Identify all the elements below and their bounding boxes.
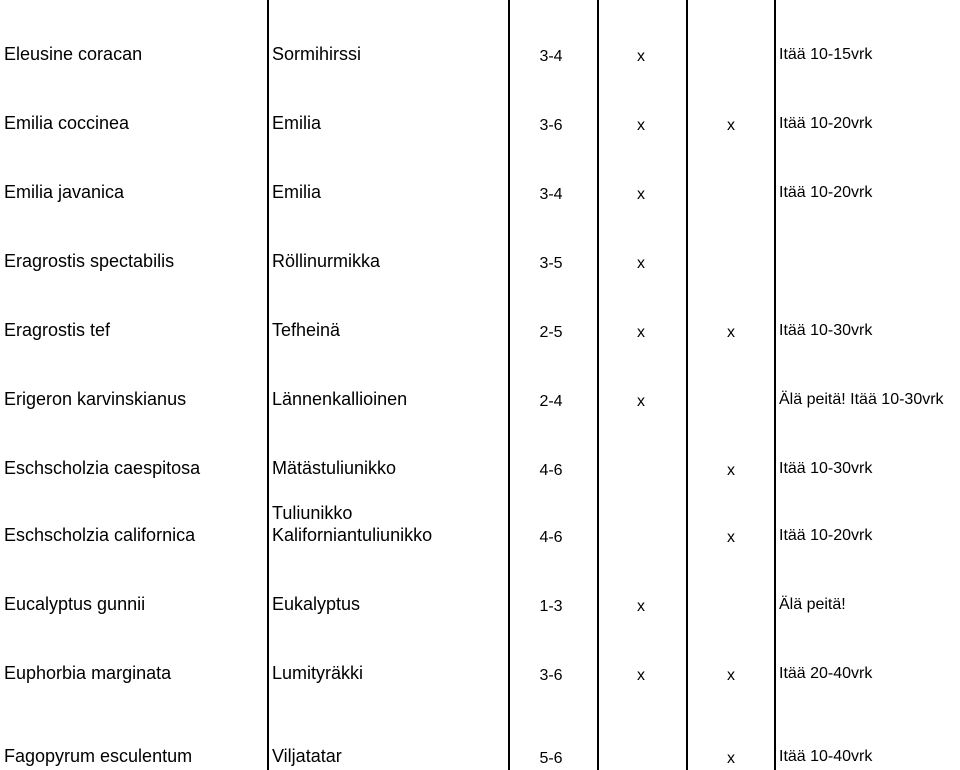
value-range: 3-4: [539, 48, 563, 65]
value-range: 3-5: [539, 255, 563, 272]
scientific-name: Fagopyrum esculentum: [4, 746, 193, 766]
value-range: 3-4: [539, 186, 563, 203]
value-range: 4-6: [539, 462, 563, 479]
value-range: 1-3: [539, 598, 563, 615]
mark-column-2: x: [727, 750, 735, 767]
germination-note: Itää 10-20vrk: [779, 184, 873, 201]
germination-note: Älä peitä!: [779, 596, 846, 613]
common-name: Röllinurmikka: [272, 251, 381, 271]
table-row: [0, 644, 960, 684]
mark-column-1: x: [637, 393, 645, 410]
table-row: [0, 25, 960, 65]
common-name: Tefheinä: [272, 320, 341, 340]
table-row: [0, 727, 960, 767]
mark-column-1: x: [637, 667, 645, 684]
common-name: Lännenkallioinen: [272, 389, 408, 409]
mark-column-1: x: [637, 48, 645, 65]
mark-column-2: x: [727, 529, 735, 546]
scientific-name: Erigeron karvinskianus: [4, 389, 187, 409]
germination-note: Itää 10-20vrk: [779, 527, 873, 544]
germination-note: Älä peitä! Itää 10-30vrk: [779, 391, 944, 408]
common-name: Eukalyptus: [272, 594, 361, 614]
germination-note: Itää 10-30vrk: [779, 460, 873, 477]
table-row: [0, 163, 960, 203]
scientific-name: Eleusine coracan: [4, 44, 143, 64]
common-name: Emilia: [272, 113, 322, 133]
common-name: Viljatatar: [272, 746, 342, 766]
table-row: [0, 301, 960, 341]
mark-column-1: x: [637, 255, 645, 272]
table-row: [0, 503, 960, 546]
value-range: 3-6: [539, 667, 563, 684]
scientific-name: Eschscholzia californica: [4, 525, 196, 545]
mark-column-2: x: [727, 462, 735, 479]
scientific-name: Eragrostis tef: [4, 320, 111, 340]
scientific-name: Emilia javanica: [4, 182, 125, 202]
value-range: 5-6: [539, 750, 563, 767]
table-row: [0, 439, 960, 479]
common-name: Emilia: [272, 182, 322, 202]
germination-note: Itää 10-30vrk: [779, 322, 873, 339]
mark-column-1: x: [637, 186, 645, 203]
common-name-alt: Tuliunikko: [272, 503, 353, 523]
common-name: Sormihirssi: [272, 44, 362, 64]
mark-column-2: x: [727, 117, 735, 134]
mark-column-1: x: [637, 324, 645, 341]
common-name: Lumityräkki: [272, 663, 364, 683]
germination-note: Itää 10-40vrk: [779, 748, 873, 765]
mark-column-2: x: [727, 667, 735, 684]
table-row: [0, 575, 960, 615]
germination-note: Itää 10-15vrk: [779, 46, 873, 63]
scientific-name: Eucalyptus gunnii: [4, 594, 146, 614]
mark-column-1: x: [637, 598, 645, 615]
table-row: [0, 370, 960, 410]
table-row: [0, 94, 960, 134]
value-range: 2-5: [539, 324, 563, 341]
mark-column-1: x: [637, 117, 645, 134]
common-name: Kaliforniantuliunikko: [272, 525, 433, 545]
germination-note: Itää 10-20vrk: [779, 115, 873, 132]
value-range: 3-6: [539, 117, 563, 134]
mark-column-2: x: [727, 324, 735, 341]
scientific-name: Eragrostis spectabilis: [4, 251, 175, 271]
value-range: 2-4: [539, 393, 563, 410]
scientific-name: Emilia coccinea: [4, 113, 130, 133]
common-name-block: [272, 502, 432, 546]
value-range: 4-6: [539, 529, 563, 546]
scientific-name: Euphorbia marginata: [4, 663, 172, 683]
germination-note: Itää 20-40vrk: [779, 665, 873, 682]
table-row: [0, 232, 960, 272]
scientific-name: Eschscholzia caespitosa: [4, 458, 201, 478]
common-name: Mätästuliunikko: [272, 458, 397, 478]
